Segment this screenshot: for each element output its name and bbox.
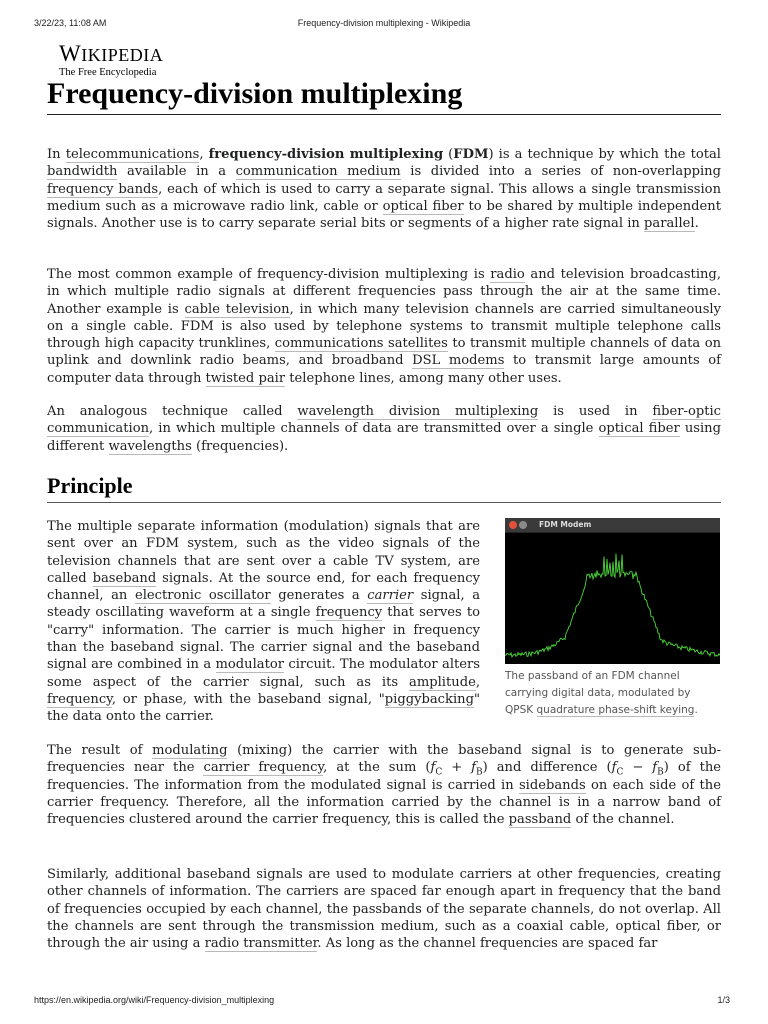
paragraph-principle-2: The result of modulating (mixing) the carrier with the baseband signal is to generate sub-frequencies near the carrier frequency, at the sum $(f_C + f_B)$ and difference $(f_C - f_B)$ of the frequencies. The information from the modulated signal is carried in sidebands on each side of the carrier frequency. Therefore, all the information carried by the channel is in a narrow band of frequencies clustered around the carrier frequency, this is called the passband of the channel.: [47, 743, 722, 828]
link-wavelength-division-multiplexing[interactable]: wavelength division multiplexing: [297, 404, 539, 419]
window-title: FDM Modem: [539, 520, 592, 529]
print-datetime: 3/22/23, 11:08 AM: [34, 18, 107, 28]
link-twisted-pair[interactable]: twisted pair: [205, 370, 286, 386]
print-url: https://en.wikipedia.org/wiki/Frequency-division_multiplexing: [34, 995, 275, 1005]
paragraph-principle-3: Similarly, additional baseband signals are used to modulate carriers at other frequencies, creating other channels of information. The carriers are spaced far enough apart in frequency that the band of frequencies occupied by each channel, the passbands of the separate channels, do not overlap. All the channels are sent through the transmission medium, such as a coaxial cable, optical fiber, or through the air using a radio transmitter. As long as the channel frequencies are spaced far: [47, 867, 721, 952]
link-carrier-frequency[interactable]: carrier frequency: [203, 760, 324, 776]
link-telecommunications[interactable]: telecommunications: [65, 147, 200, 162]
link-optical-fiber-2[interactable]: optical fiber: [598, 421, 680, 437]
link-cable-television[interactable]: cable television: [184, 301, 290, 317]
link-wavelengths[interactable]: wavelengths: [108, 438, 192, 454]
print-page-number: 1/3: [717, 995, 730, 1005]
link-parallel[interactable]: parallel: [644, 216, 695, 232]
paragraph-intro: In telecommunications, frequency-division multiplexing (FDM) is a technique by which the total bandwidth available in a communication medium is divided into a series of non-overlapping frequency bands, each of which is used to carry a separate signal. This allows a single transmission medium such as a microwave radio link, cable or optical fiber to be shared by multiple independent signals. Another use is to carry separate serial bits or segments of a higher rate signal in parallel.: [47, 147, 722, 232]
link-dsl-modems[interactable]: DSL modems: [412, 353, 505, 369]
link-piggybacking[interactable]: piggybacking: [384, 691, 474, 707]
figure-fdm-modem: [505, 518, 720, 719]
spectrum-trace: [505, 554, 720, 657]
print-page-title: Frequency-division multiplexing - Wikipedia: [297, 18, 471, 28]
link-bandwidth[interactable]: bandwidth: [47, 164, 118, 180]
logo-wordmark: WIKIPEDIA: [59, 41, 164, 66]
section-heading-principle: Principle: [47, 470, 721, 503]
link-communication-medium[interactable]: communication medium: [235, 164, 401, 180]
link-electronic-oscillator[interactable]: electronic oscillator: [134, 588, 271, 604]
fdm-modem-window[interactable]: [505, 518, 720, 664]
link-amplitude[interactable]: amplitude: [409, 674, 476, 690]
paragraph-wdm: An analogous technique called wavelength division multiplexing is used in fiber-optic communication, in which multiple channels of data are transmitted over a single optical fiber using different wavelengths (frequencies).: [47, 404, 721, 454]
link-frequency-2[interactable]: frequency: [47, 691, 112, 707]
article-title: Frequency-division multiplexing: [47, 74, 721, 115]
link-passband[interactable]: passband: [508, 812, 572, 828]
passband-spectrum-plot: [505, 533, 720, 664]
link-sidebands[interactable]: sidebands: [518, 777, 586, 793]
link-carrier[interactable]: carrier: [367, 588, 414, 604]
link-baseband[interactable]: baseband: [92, 570, 157, 586]
link-fiber-optic-communication[interactable]: fiber-optic communication: [47, 404, 721, 437]
link-quadrature-phase-shift-keying[interactable]: quadrature phase-shift keying: [536, 704, 695, 716]
window-titlebar: [505, 518, 720, 533]
link-optical-fiber[interactable]: optical fiber: [382, 198, 464, 214]
link-communications-satellites[interactable]: communications satellites: [274, 336, 448, 352]
link-modulating[interactable]: modulating: [152, 743, 228, 758]
paragraph-principle-1: The multiple separate information (modulation) signals that are sent over an FDM system, such as the video signals of the television channels that are sent over a cable TV system, are called baseband signals. At the source end, for each frequency channel, an electronic oscillator generates a carrier signal, a steady oscillating waveform at a single frequency that serves to "carry" information. The carrier is much higher in frequency than the baseband signal. The carrier signal and the baseband signal are combined in a modulator circuit. The modulator alters some aspect of the carrier signal, such as its amplitude, frequency, or phase, with the baseband signal, "piggybacking" the data onto the carrier.: [47, 519, 481, 725]
logo-tagline: The Free Encyclopedia: [59, 67, 157, 78]
link-frequency-bands[interactable]: frequency bands: [47, 181, 159, 197]
paragraph-examples: The most common example of frequency-division multiplexing is radio and television broadcasting, in which multiple radio signals at different frequencies pass through the air at the same time. Another example is cable television, in which many television channels are carried simultaneously on a single cable. FDM is also used by telephone systems to transmit multiple telephone calls through high capacity trunklines, communications satellites to transmit multiple channels of data on uplink and downlink radio beams, and broadband DSL modems to transmit large amounts of computer data through twisted pair telephone lines, among many other uses.: [47, 267, 722, 386]
link-modulator[interactable]: modulator: [215, 657, 285, 673]
figure-caption: The passband of an FDM channel carrying digital data, modulated by QPSK quadrature phase-shift keying.: [505, 670, 698, 716]
link-frequency[interactable]: frequency: [315, 605, 383, 621]
window-close-icon: [509, 521, 517, 529]
link-radio-transmitter[interactable]: radio transmitter: [204, 936, 318, 952]
window-minimize-icon: [519, 521, 527, 529]
link-radio[interactable]: radio: [490, 267, 525, 282]
